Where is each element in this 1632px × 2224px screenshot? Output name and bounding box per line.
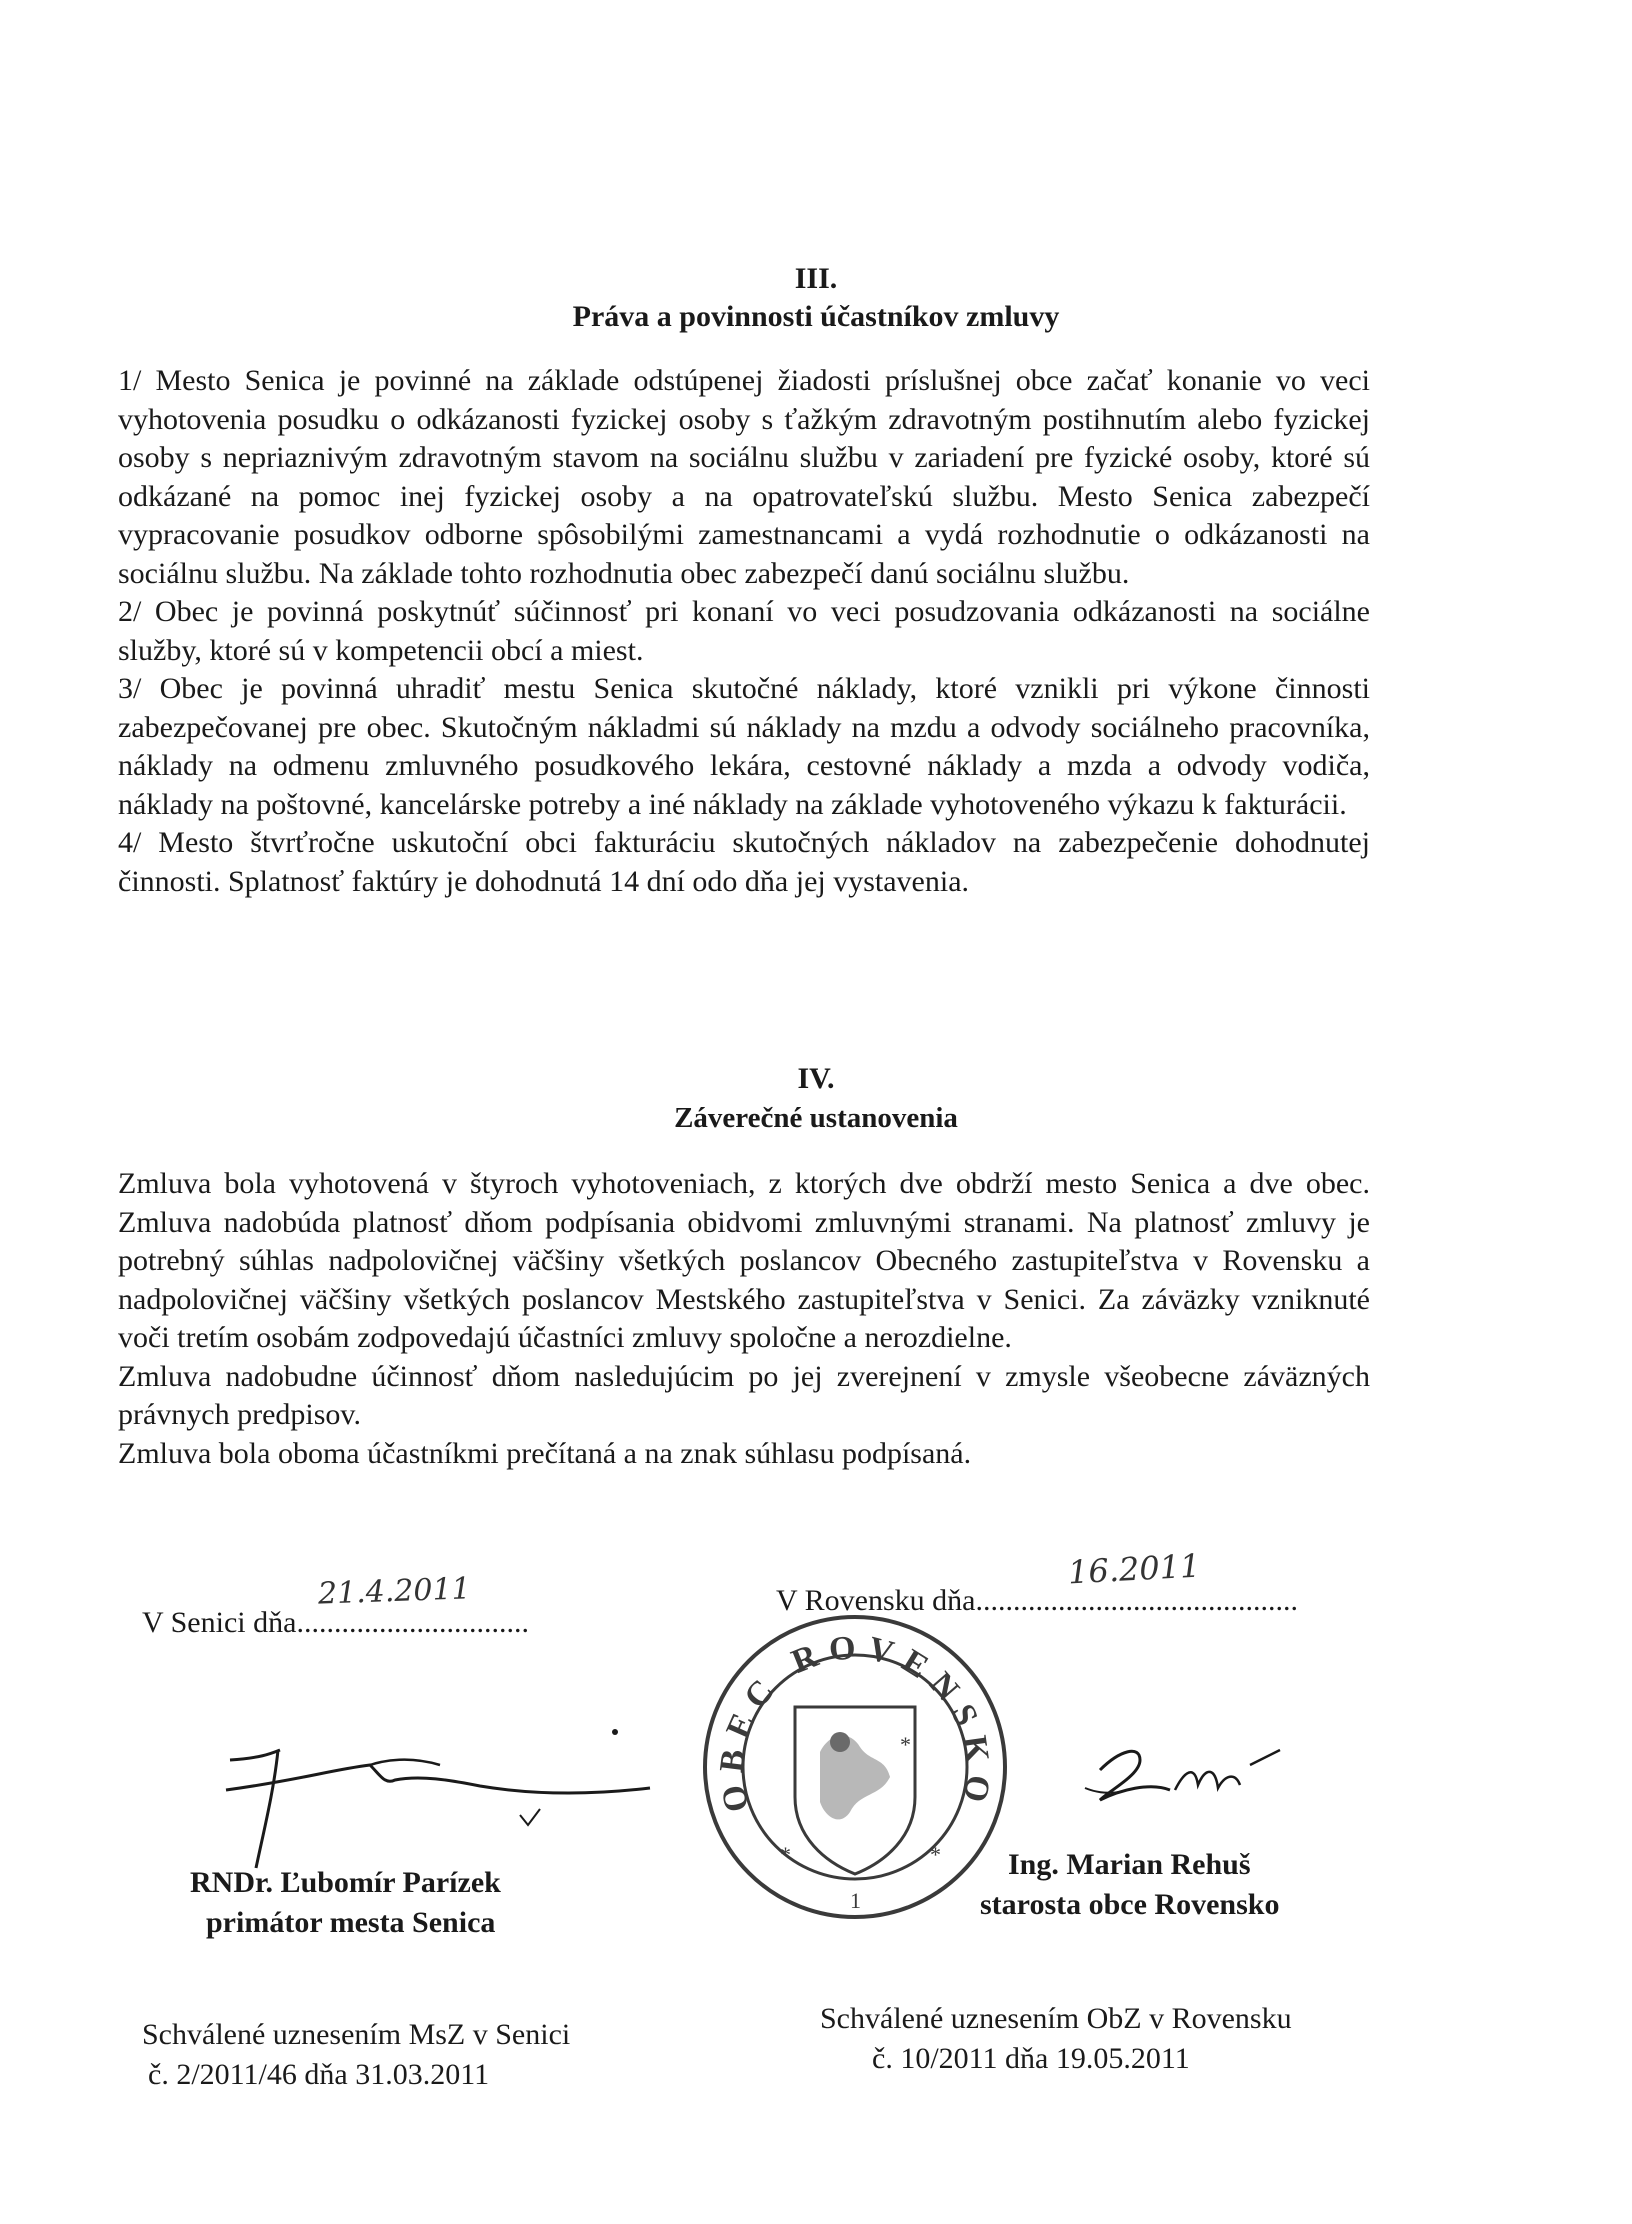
section-3-numeral: III. [794, 262, 838, 295]
left-handwritten-date: 21.4.2011 [317, 1571, 472, 1612]
paragraph: 2/ Obec je povinná poskytnúť súčinnosť pri konaní vo veci posudzovania odkázanosti na sociálne služby, ktoré sú v kompetencii obcí a miest. [118, 595, 1370, 667]
svg-text:*: * [930, 1842, 941, 1867]
stamp-text: OBEC ROVENSKO [713, 1629, 998, 1815]
paragraph: Zmluva bola vyhotovená v štyroch vyhotoveniach, z ktorých dve obdrží mesto Senica a dve obec. Zmluva nadobúda platnosť dňom podpísania obidvomi zmluvnými stranami. Na platnosť zmluvy je potrebný súhlas nadpolovičnej väčšiny všetkých poslancov Obecného zastupiteľstva v Rovensku a nadpolovičnej väčšiny všetkých poslancov Mestského zastupiteľstva v Senici. Za záväzky vzniknuté voči tretím osobám zodpovedajú účastníci zmluvy spoločne a nerozdielne. [118, 1167, 1370, 1354]
left-place-date-label: V Senici dňa [142, 1606, 297, 1639]
left-place-date [142, 1606, 529, 1640]
section-4-title: Záverečné ustanovenia [674, 1102, 958, 1134]
left-signatory-name: RNDr. Ľubomír Parízek [190, 1866, 501, 1899]
left-date-dots: ............................... [296, 1606, 529, 1639]
paragraph: 1/ Mesto Senica je povinné na základe odstúpenej žiadosti príslušnej obce začať konanie vo veci vyhotovenia posudku o odkázanosti fyzickej osoby s ťažkým zdravotným postihnutím alebo fyzickej osoby s nepriaznivým zdravotným stavom na sociálnu službu v zariadení pre fyzické osoby, ktoré sú odkázané na pomoc inej fyzickej osoby a na opatrovateľskú službu. Mesto Senica zabezpečí vypracovanie posudkov odborne spôsobilými zamestnancami a vydá rozhodnutie o odkázanosti na sociálnu službu. Na základe tohto rozhodnutia obec zabezpečí danú sociálnu službu. [118, 364, 1370, 590]
right-date-dots: ........................................... [975, 1584, 1298, 1617]
paragraph: Zmluva bola oboma účastníkmi prečítaná a na znak súhlasu podpísaná. [118, 1436, 972, 1470]
right-place-date-label: V Rovensku dňa [776, 1584, 976, 1617]
section-3-body [118, 362, 1370, 901]
left-signatory-role: primátor mesta Senica [206, 1906, 496, 1939]
left-approval-line2: č. 2/2011/46 dňa 31.03.2011 [148, 2058, 490, 2091]
left-approval-line1: Schválené uznesením MsZ v Senici [142, 2018, 571, 2051]
right-approval-line2: č. 10/2011 dňa 19.05.2011 [872, 2042, 1190, 2075]
paragraph: Zmluva nadobudne účinnosť dňom nasledujúcim po jej zverejnení v zmysle všeobecne záväzných právnych predpisov. [118, 1359, 1370, 1431]
stamp-number: 1 [850, 1888, 861, 1913]
section-4-body [118, 1165, 1370, 1473]
right-signature [1080, 1730, 1310, 1820]
paragraph: 4/ Mesto štvrťročne uskutoční obci fakturáciu skutočných nákladov na zabezpečenie dohodnutej činnosti. Splatnosť faktúry je dohodnutá 14 dní odo dňa jej vystavenia. [118, 826, 1370, 898]
section-4-numeral: IV. [797, 1062, 835, 1095]
right-approval-line1: Schválené uznesením ObZ v Rovensku [820, 2002, 1292, 2035]
right-signatory-name: Ing. Marian Rehuš [1008, 1848, 1251, 1881]
right-handwritten-date: 16.2011 [1067, 1546, 1202, 1592]
section-3-title: Práva a povinnosti účastníkov zmluvy [572, 300, 1060, 333]
svg-text:*: * [900, 1732, 911, 1757]
right-signatory-role: starosta obce Rovensko [980, 1888, 1280, 1921]
left-signature [220, 1720, 660, 1870]
paragraph: 3/ Obec je povinná uhradiť mestu Senica skutočné náklady, ktoré vznikli pri výkone činnosti zabezpečovanej pre obec. Skutočným nákladmi sú náklady na mzdu a odvody sociálneho pracovníka, náklady na odmenu zmluvného posudkového lekára, cestovné náklady a mzda a odvody vodiča, náklady na poštovné, kancelárske potreby a iné náklady na základe vyhotoveného výkazu k fakturácii. [118, 672, 1370, 821]
municipal-stamp [700, 1612, 1010, 1922]
svg-text:*: * [780, 1842, 791, 1867]
